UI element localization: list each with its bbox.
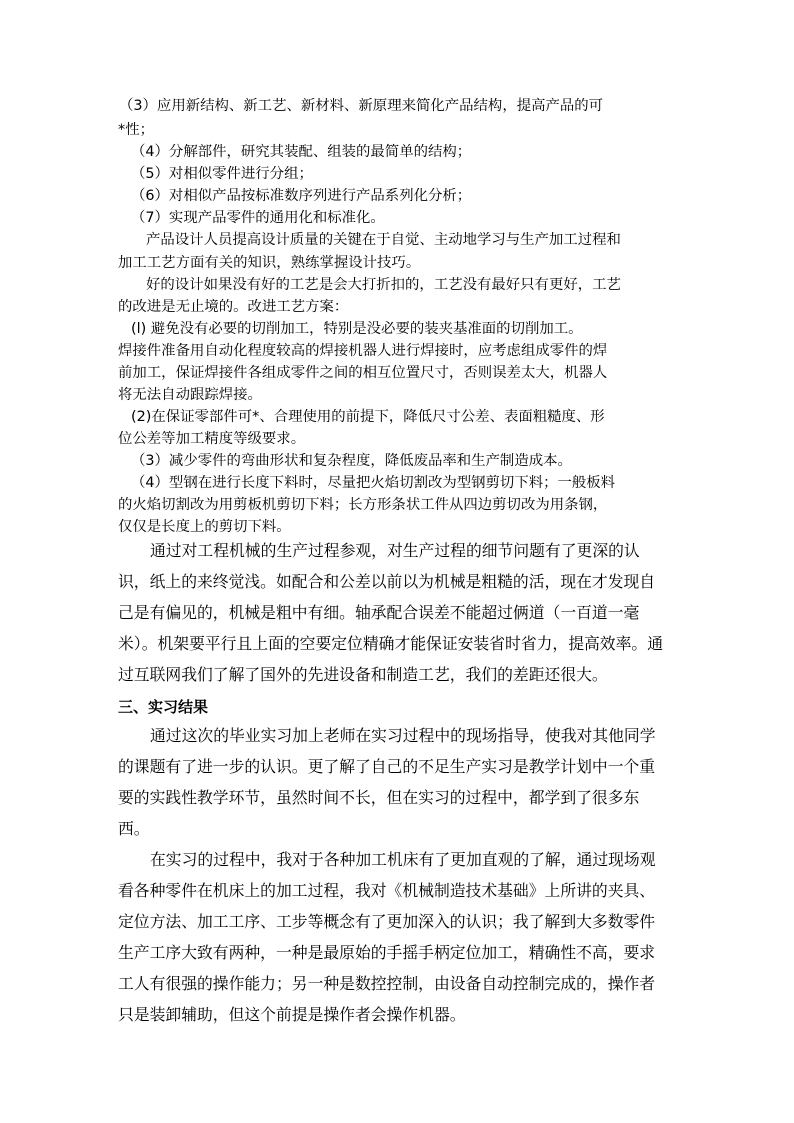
paragraph-line: 的火焰切割改为用剪板机剪切下料；长方形条状工件从四边剪切改为用条钢， [118, 497, 608, 513]
paragraph-line: 产品设计人员提高设计质量的关键在于自觉、主动地学习与生产加工过程和 [146, 232, 621, 248]
paragraph-line: (l) 避免没有必要的切削加工，特别是没必要的装夹基准面的切削加工。 [131, 321, 583, 337]
paragraph-line: 仅仅是长度上的剪切下料。 [118, 519, 291, 535]
paragraph-line: 识，纸上的来终觉浅。如配合和公差以前以为机械是粗糙的活，现在才发现自 [118, 572, 656, 591]
paragraph-line: （4）型钢在进行长度下料时，尽量把火焰切割改为型钢剪切下料；一般板料 [131, 475, 616, 491]
paragraph-line: （3）应用新结构、新工艺、新材料、新原理来简化产品结构，提高产品的可 [119, 98, 604, 114]
paragraph-line: 只是装卸辅助，但这个前提是操作者会操作机器。 [118, 1005, 466, 1024]
paragraph-line: 通过这次的毕业实习加上老师在实习过程中的现场指导，使我对其他同学 [150, 726, 656, 745]
paragraph-line: （3）减少零件的弯曲形状和复杂程度，降低废品率和生产制造成本。 [131, 453, 572, 469]
paragraph-line: 通过对工程机械的生产过程参观，对生产过程的细节问题有了更深的认 [150, 541, 640, 560]
paragraph-line: 己是有偏见的，机械是粗中有细。轴承配合误差不能超过俩道（一百道一毫 [118, 603, 640, 622]
paragraph-line: 前加工，保证焊接件各组成零件之间的相互位置尺寸，否则误差太大，机器人 [118, 365, 608, 381]
paragraph-line: （4）分解部件，研究其装配、组装的最简单的结构； [131, 144, 472, 160]
paragraph-line: 加工工艺方面有关的知识，熟练掌握设计技巧。 [118, 255, 421, 271]
paragraph-line: 过互联网我们了解了国外的先进设备和制造工艺，我们的差距还很大。 [118, 665, 608, 684]
paragraph-line: （6）对相似产品按标准数序列进行产品系列化分析； [131, 188, 472, 204]
paragraph-line: （5）对相似零件进行分组； [131, 166, 313, 182]
paragraph-line: 要的实践性教学环节，虽然时间不长，但在实习的过程中，都学到了很多东 [118, 788, 640, 807]
paragraph-line: 定位方法、加工工序、工步等概念有了更加深入的认识；我了解到大多数零件 [118, 912, 656, 931]
paragraph-line: 的课题有了进一步的认识。更了解了自己的不足生产实习是教学计划中一个重 [118, 757, 656, 776]
paragraph-line: 在实习的过程中，我对于各种加工机床有了更加直观的了解，通过现场观 [150, 850, 656, 869]
paragraph-line: 米）。机架要平行且上面的空要定位精确才能保证安装省时省力，提高效率。通 [118, 634, 663, 653]
paragraph-line: 西。 [118, 819, 150, 838]
paragraph-line: 生产工序大致有两种，一种是最原始的手摇手柄定位加工，精确性不高，要求 [118, 943, 656, 962]
paragraph-line: 位公差等加工精度等级要求。 [118, 431, 306, 447]
paragraph-line: 的改进是无止境的。改进工艺方案： [118, 299, 349, 315]
paragraph-line: 好的设计如果没有好的工艺是会大打折扣的，工艺没有最好只有更好，工艺 [146, 277, 621, 293]
paragraph-line: *性； [118, 122, 154, 138]
paragraph-line: (2)在保证零部件可*、合理使用的前提下，降低尺寸公差、表面粗糙度、形 [131, 409, 605, 425]
paragraph-line: 工人有很强的操作能力；另一种是数控控制，由设备自动控制完成的，操作者 [118, 974, 656, 993]
section-heading: 三、实习结果 [118, 698, 209, 716]
paragraph-line: 将无法自动跟踪焊接。 [118, 387, 262, 403]
paragraph-line: （7）实现产品零件的通用化和标准化。 [131, 210, 385, 226]
paragraph-line: 看各种零件在机床上的加工过程，我对《机械制造技术基础》上所讲的夹具、 [118, 881, 656, 900]
paragraph-line: 焊接件准备用自动化程度较高的焊接机器人进行焊接时，应考虑组成零件的焊 [118, 343, 608, 359]
